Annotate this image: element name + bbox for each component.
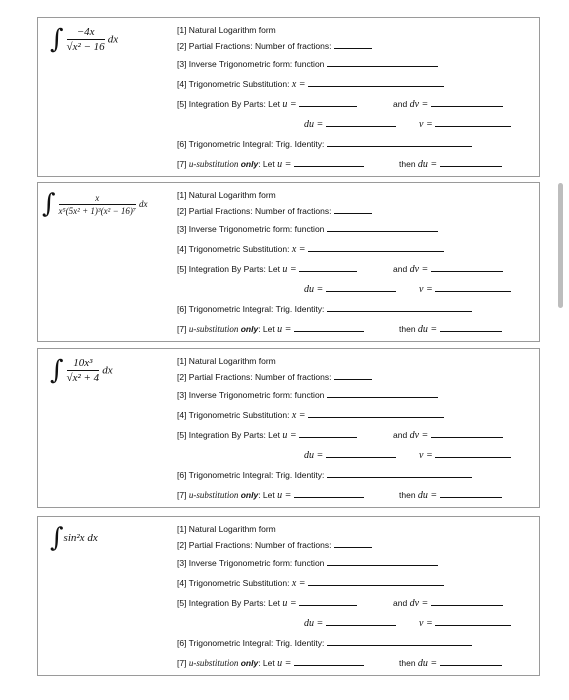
ibp-and-label: and — [393, 99, 408, 109]
ibp-du-label: du = — [304, 119, 324, 130]
ibp-and-group — [393, 94, 503, 115]
option-inverse-trig — [177, 553, 472, 573]
usub-du-blank[interactable] — [440, 322, 502, 332]
usub-u-label: u = — [277, 490, 292, 501]
option-6-label: [6] Trigonometric Integral: Trig. Identity: — [177, 638, 325, 648]
ibp-du-label: du = — [304, 618, 324, 629]
option-1-label: [1] Natural Logarithm form — [177, 524, 276, 534]
integral-expression — [50, 357, 113, 384]
option-5-label: [5] Integration By Parts: Let — [177, 598, 281, 608]
usub-du-label: du = — [417, 324, 438, 335]
ibp-dv-label: dv = — [409, 264, 429, 275]
inverse-trig-function-blank[interactable] — [327, 556, 438, 566]
option-trig-integral — [177, 134, 472, 154]
ibp-and-label: and — [393, 598, 408, 608]
option-partial-fractions — [177, 36, 472, 54]
ibp-dv-label: dv = — [409, 598, 429, 609]
integral-expression — [42, 191, 148, 217]
option-3-label: [3] Inverse Trigonometric form: function — [177, 558, 325, 568]
option-inverse-trig — [177, 385, 472, 405]
differential: dx — [139, 199, 148, 209]
usub-du-blank[interactable] — [440, 656, 502, 666]
option-natural-log — [177, 24, 472, 36]
option-4-label: [4] Trigonometric Substitution: — [177, 79, 290, 89]
option-1-label: [1] Natural Logarithm form — [177, 25, 276, 35]
integrand-fraction — [67, 26, 105, 53]
option-ibp-second-line — [177, 445, 472, 465]
method-options — [177, 189, 472, 339]
ibp-v-blank[interactable] — [435, 448, 511, 458]
option-7-prefix: [7] — [177, 324, 187, 334]
ibp-and-label: and — [393, 430, 408, 440]
trig-sub-x-label: x = — [291, 244, 306, 255]
trig-sub-x-label: x = — [291, 578, 306, 589]
ibp-v-blank[interactable] — [435, 616, 511, 626]
trig-identity-blank[interactable] — [327, 636, 472, 646]
ibp-v-label: v = — [419, 119, 433, 130]
ibp-v-group — [419, 613, 511, 634]
integral-sign-icon: ∫ — [50, 355, 64, 386]
inverse-trig-function-blank[interactable] — [327, 222, 438, 232]
differential: dx — [107, 33, 119, 46]
usub-then-label: then — [399, 159, 416, 169]
option-7-usub: u-substitution — [188, 324, 239, 334]
problem-card-1 — [37, 17, 540, 177]
usub-du-blank[interactable] — [440, 488, 502, 498]
ibp-dv-blank[interactable] — [431, 428, 503, 438]
ibp-and-group — [393, 425, 503, 446]
ibp-u-blank[interactable] — [299, 428, 357, 438]
ibp-dv-blank[interactable] — [431, 596, 503, 606]
fraction-denominator: √x² + 4 — [66, 372, 100, 384]
option-6-label: [6] Trigonometric Integral: Trig. Identity: — [177, 304, 325, 314]
ibp-du-blank[interactable] — [326, 282, 396, 292]
fraction-denominator: √x² − 16 — [66, 41, 105, 53]
method-options — [177, 523, 472, 673]
method-options — [177, 24, 472, 174]
option-6-label: [6] Trigonometric Integral: Trig. Identity: — [177, 139, 325, 149]
ibp-du-group — [304, 613, 396, 634]
option-trig-integral — [177, 299, 472, 319]
option-partial-fractions — [177, 535, 472, 553]
fraction-numerator: x — [59, 193, 136, 205]
fractions-count-blank[interactable] — [334, 204, 372, 214]
ibp-du-blank[interactable] — [326, 117, 396, 127]
ibp-v-blank[interactable] — [435, 282, 511, 292]
ibp-u-label: u = — [282, 99, 297, 110]
option-natural-log — [177, 355, 472, 367]
usub-then-group — [399, 154, 502, 175]
option-7-let: : Let — [258, 159, 275, 169]
fraction-denominator: x⁵(5x² + 1)³(x² − 16)⁷ — [58, 205, 137, 216]
trig-sub-blank[interactable] — [308, 242, 444, 252]
option-7-usub: u-substitution — [188, 490, 239, 500]
fractions-count-blank[interactable] — [334, 538, 372, 548]
option-7-usub: u-substitution — [188, 159, 239, 169]
usub-then-group — [399, 485, 502, 506]
trig-sub-blank[interactable] — [308, 77, 444, 87]
option-trig-substitution — [177, 573, 472, 593]
option-7-let: : Let — [258, 490, 275, 500]
ibp-v-label: v = — [419, 284, 433, 295]
differential: dx — [102, 364, 113, 377]
integral-sign-icon: ∫ — [50, 24, 64, 55]
fraction-numerator: 10x³ — [67, 357, 100, 371]
ibp-du-label: du = — [304, 450, 324, 461]
fractions-count-blank[interactable] — [334, 370, 372, 380]
option-integration-by-parts — [177, 259, 472, 279]
option-4-label: [4] Trigonometric Substitution: — [177, 410, 290, 420]
fraction-numerator: −4x — [67, 26, 105, 40]
option-ibp-second-line — [177, 613, 472, 633]
option-1-label: [1] Natural Logarithm form — [177, 356, 276, 366]
option-7-only: only — [240, 658, 259, 668]
ibp-v-group — [419, 279, 511, 300]
option-natural-log — [177, 523, 472, 535]
option-1-label: [1] Natural Logarithm form — [177, 190, 276, 200]
usub-then-label: then — [399, 490, 416, 500]
ibp-u-blank[interactable] — [299, 97, 357, 107]
option-6-label: [6] Trigonometric Integral: Trig. Identity: — [177, 470, 325, 480]
usub-u-label: u = — [277, 658, 292, 669]
ibp-du-blank[interactable] — [326, 616, 396, 626]
option-5-label: [5] Integration By Parts: Let — [177, 264, 281, 274]
usub-u-label: u = — [277, 324, 292, 335]
option-7-only: only — [240, 324, 259, 334]
option-3-label: [3] Inverse Trigonometric form: function — [177, 59, 325, 69]
trig-sub-blank[interactable] — [308, 576, 444, 586]
scrollbar-thumb[interactable] — [558, 183, 563, 308]
option-2-label: [2] Partial Fractions: Number of fractions: — [177, 372, 332, 382]
trig-sub-x-label: x = — [291, 79, 306, 90]
option-5-label: [5] Integration By Parts: Let — [177, 99, 281, 109]
ibp-v-label: v = — [419, 450, 433, 461]
option-3-label: [3] Inverse Trigonometric form: function — [177, 390, 325, 400]
usub-then-group — [399, 653, 502, 674]
option-2-label: [2] Partial Fractions: Number of fractions: — [177, 41, 332, 51]
option-natural-log — [177, 189, 472, 201]
integral-sign-icon: ∫ — [42, 189, 56, 219]
usub-u-blank[interactable] — [294, 322, 364, 332]
ibp-and-group — [393, 593, 503, 614]
trig-sub-x-label: x = — [291, 410, 306, 421]
ibp-and-group — [393, 259, 503, 280]
usub-du-label: du = — [417, 490, 438, 501]
trig-identity-blank[interactable] — [327, 302, 472, 312]
integrand-fraction — [67, 357, 100, 384]
option-trig-substitution — [177, 74, 472, 94]
trig-identity-blank[interactable] — [327, 468, 472, 478]
usub-then-group — [399, 319, 502, 340]
usub-du-blank[interactable] — [440, 157, 502, 167]
usub-du-label: du = — [417, 159, 438, 170]
option-trig-substitution — [177, 239, 472, 259]
ibp-and-label: and — [393, 264, 408, 274]
ibp-v-label: v = — [419, 618, 433, 629]
option-7-prefix: [7] — [177, 159, 187, 169]
integral-expression — [50, 525, 98, 551]
ibp-dv-label: dv = — [409, 99, 429, 110]
ibp-v-group — [419, 445, 511, 466]
method-options — [177, 355, 472, 505]
option-7-let: : Let — [258, 658, 275, 668]
integrand: sin²x dx — [63, 532, 98, 544]
ibp-dv-label: dv = — [409, 430, 429, 441]
option-7-let: : Let — [258, 324, 275, 334]
ibp-u-blank[interactable] — [299, 262, 357, 272]
option-integration-by-parts — [177, 94, 472, 114]
ibp-u-label: u = — [282, 430, 297, 441]
ibp-u-blank[interactable] — [299, 596, 357, 606]
ibp-du-group — [304, 114, 396, 135]
trig-sub-blank[interactable] — [308, 408, 444, 418]
ibp-dv-blank[interactable] — [431, 262, 503, 272]
ibp-du-group — [304, 279, 396, 300]
integral-sign-icon: ∫ — [50, 523, 64, 553]
option-7-prefix: [7] — [177, 658, 187, 668]
option-7-usub: u-substitution — [188, 658, 239, 668]
usub-du-label: du = — [417, 658, 438, 669]
option-trig-integral — [177, 633, 472, 653]
usub-u-blank[interactable] — [294, 488, 364, 498]
option-u-substitution — [177, 485, 472, 505]
option-3-label: [3] Inverse Trigonometric form: function — [177, 224, 325, 234]
option-inverse-trig — [177, 219, 472, 239]
inverse-trig-function-blank[interactable] — [327, 388, 438, 398]
option-partial-fractions — [177, 367, 472, 385]
option-2-label: [2] Partial Fractions: Number of fractions: — [177, 206, 332, 216]
option-7-only: only — [240, 159, 259, 169]
option-2-label: [2] Partial Fractions: Number of fractions: — [177, 540, 332, 550]
option-integration-by-parts — [177, 425, 472, 445]
ibp-du-blank[interactable] — [326, 448, 396, 458]
usub-then-label: then — [399, 324, 416, 334]
fractions-count-blank[interactable] — [334, 39, 372, 49]
option-4-label: [4] Trigonometric Substitution: — [177, 578, 290, 588]
trig-identity-blank[interactable] — [327, 137, 472, 147]
option-u-substitution — [177, 653, 472, 673]
usub-u-blank[interactable] — [294, 656, 364, 666]
problem-card-4 — [37, 516, 540, 676]
ibp-v-group — [419, 114, 511, 135]
inverse-trig-function-blank[interactable] — [327, 57, 438, 67]
usub-u-blank[interactable] — [294, 157, 364, 167]
ibp-du-label: du = — [304, 284, 324, 295]
option-ibp-second-line — [177, 114, 472, 134]
ibp-u-label: u = — [282, 598, 297, 609]
option-4-label: [4] Trigonometric Substitution: — [177, 244, 290, 254]
integrand-fraction — [59, 193, 136, 216]
option-trig-substitution — [177, 405, 472, 425]
integral-expression — [50, 26, 118, 53]
option-u-substitution — [177, 319, 472, 339]
option-ibp-second-line — [177, 279, 472, 299]
option-7-only: only — [240, 490, 259, 500]
option-7-prefix: [7] — [177, 490, 187, 500]
problem-card-2 — [37, 182, 540, 342]
ibp-dv-blank[interactable] — [431, 97, 503, 107]
ibp-v-blank[interactable] — [435, 117, 511, 127]
ibp-u-label: u = — [282, 264, 297, 275]
usub-then-label: then — [399, 658, 416, 668]
option-u-substitution — [177, 154, 472, 174]
problem-card-3 — [37, 348, 540, 508]
option-trig-integral — [177, 465, 472, 485]
option-5-label: [5] Integration By Parts: Let — [177, 430, 281, 440]
option-integration-by-parts — [177, 593, 472, 613]
usub-u-label: u = — [277, 159, 292, 170]
option-inverse-trig — [177, 54, 472, 74]
option-partial-fractions — [177, 201, 472, 219]
ibp-du-group — [304, 445, 396, 466]
